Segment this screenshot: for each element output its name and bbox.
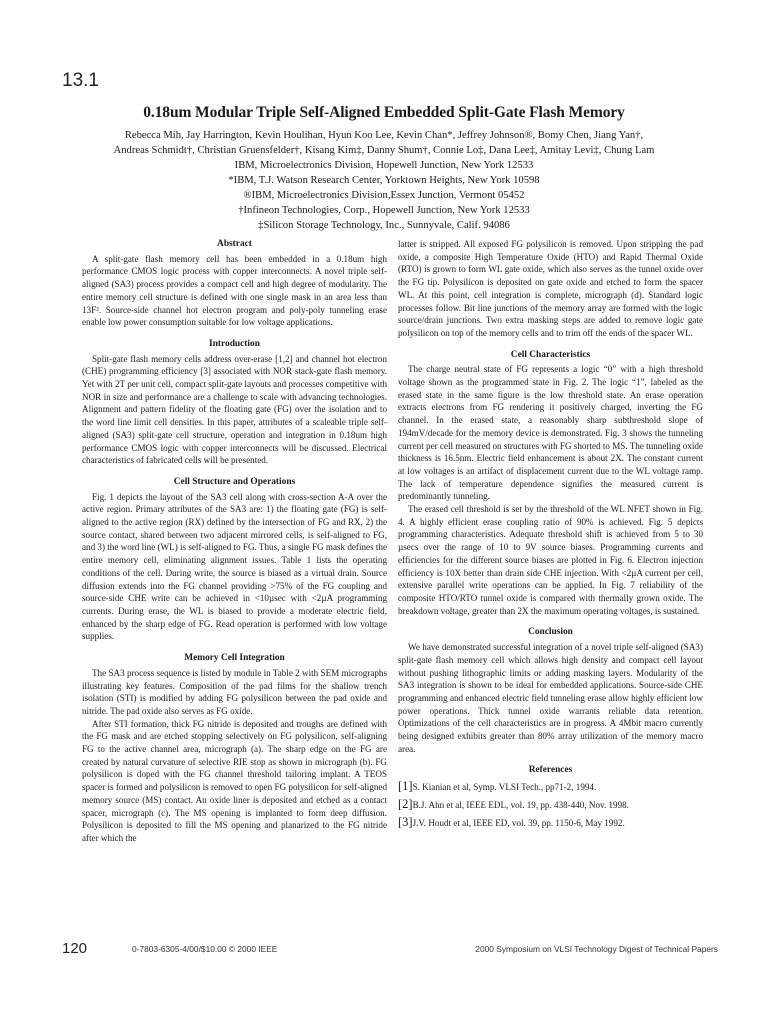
reference-text: B.J. Ahn et al, IEEE EDL, vol. 19, pp. 438-440, Nov. 1998. (412, 800, 629, 811)
reference-number: [3] (398, 815, 413, 830)
section-heading: Abstract (217, 239, 252, 249)
affiliation-line: IBM, Microelectronics Division, Hopewell Junction, New York 12533 (234, 160, 534, 171)
body-paragraph: We have demonstrated successful integration of a novel triple self-aligned (SA3) split-gate flash memory cell which allows high density and compact cell layout without pushing lithographic limits or adding masking layers. Modularity of the SA3 integration is shown to be ideal for embedded applications. Source-side CHE programming and enhanced electric field tunneling erase allow highly efficient low power operations. Thick tunnel oxide warrants reliable data retention. Optimizations of the cell characteristics are in progress. A 4Mbit macro currently being designed exhibits greater than 80% array utilization of the memory macro area. (398, 642, 703, 754)
session-number: 13.1 (62, 70, 99, 91)
reference-item (398, 815, 703, 831)
section-heading: Introduction (209, 338, 260, 349)
body-paragraph: latter is stripped. All exposed FG polysilicon is removed. Upon stripping the pad oxide, a composite High Temperature Oxide (HTO) and Rapid Thermal Oxide (RTO) is grown to form WL gate oxide, which also serves as the tunnel oxide over the FG tip. Polysilicon is deposited on gate oxide and etched to form the spacer WL. At this point, cell integration is complete, micrograph (d). Standard logic processes follow. Bit line junctions of the memory array are formed with the logic source/drain junctions. Two extra masking steps are added to remove logic gate polysilicon on top of the memory cells and to trim off the ends of the spacer WL. (398, 239, 703, 338)
conference-name: 2000 Symposium on VLSI Technology Digest of Technical Papers (475, 944, 718, 954)
reference-text: S. Kianian et al, Symp. VLSI Tech., pp71-2, 1994. (412, 782, 597, 793)
body-paragraph: After STI formation, thick FG nitride is deposited and troughs are defined with the FG mask and are etched stopping selectively on FG polysilicon, self-aligning FG to the active channel area, micrograph (a). The sharp edge on the FG are created by natural curvature of selective RIE stop as shown in micrograph (b). FG polysilicon is doped with the FG channel threshold tailoring implant. A TEOS spacer is formed and polysilicon is removed to open FG polysilicon for self-aligned memory source (MS) contact. An oxide liner is deposited and etched as a contact spacer, micrograph (c). The MS opening is implanted to form deep diffusion. Polysilicon is deposited to fill the MS opening and planarized to the FG nitride after which the (82, 718, 387, 843)
section-heading: Cell Characteristics (510, 349, 591, 360)
affiliation-line: *IBM, T.J. Watson Research Center, Yorktown Heights, New York 10598 (228, 175, 540, 186)
section-heading: Conclusion (528, 627, 573, 638)
paper-title: 0.18um Modular Triple Self-Aligned Embedded Split-Gate Flash Memory (143, 104, 625, 121)
affiliation-line: †Infineon Technologies, Corp., Hopewell Junction, New York 12533 (238, 205, 530, 216)
reference-text: J.V. Houdt et al, IEEE ED, vol. 39, pp. 1150-6, May 1992. (412, 818, 625, 829)
references-heading: References (528, 765, 573, 776)
reference-number: [1] (398, 779, 413, 794)
body-paragraph: Fig. 1 depicts the layout of the SA3 cell along with cross-section A-A over the active region. Primary attributes of the SA3 are: 1) the floating gate (FG) is self-aligned to the active region (RX) defined by the intersection of FG and RX, 2) the source contact, shared between two adjacent mirrored cells, is self-aligned to FG, and 3) the word line (WL) is self-aligned to FG. Thus, a single FG mask defines the entire memory cell, eliminating alignment issues. Table 1 lists the operating conditions of the cell. During write, the source is biased as a virtual drain. Source diffusion extends into the FG channel providing >75% of the FG coupling and source-side CHE write can be achieved in <10µsec with <2µA programming currents. During erase, the WL is biased to provide a moderate electric field, enhanced by the sharp edge of FG. Read operation is performed with low voltage supplies. (82, 491, 387, 642)
reference-item (398, 797, 703, 813)
section-heading: Cell Structure and Operations (173, 476, 296, 487)
affiliation-line: ®IBM, Microelectronics Division,Essex Junction, Vermont 05452 (243, 190, 525, 201)
author-line: Andreas Schmidt†, Christian Gruensfelder†, Kisang Kim‡, Danny Shum†, Connie Lo‡, Dana Lee‡, Amitay Levi‡, Chung Lam (113, 145, 655, 156)
paper-header (60, 104, 708, 233)
affiliation-line: ‡Silicon Storage Technology, Inc., Sunnyvale, Calif. 94086 (258, 220, 510, 231)
body-paragraph: The erased cell threshold is set by the threshold of the WL NFET shown in Fig. 4. A highly efficient erase coupling ratio of 90% is achieved. Fig. 5 depicts programming characteristics. Adequate threshold shift is achieved from 5 to 30 µsecs over the range of 10 to 9V source biases. Programming currents and efficiencies for the different source biases are plotted in Fig. 6. Electron injection efficiency is 10X better than drain side CHE injection. With <2µA current per cell, extensive parallel write operations can be applied. In Fig. 7 reliability of the composite HTO/RTO tunnel oxide is compared with thermally grown oxide. The breakdown voltage, greater than 2X the maximum operating voltages, is sustained. (398, 504, 703, 616)
body-paragraph: The charge neutral state of FG represents a logic “0” with a high threshold voltage shown as the programmed state in Fig. 2. The logic “1”, labeled as the erased state in the same figure is the low threshold state. An erase operation extracts electrons from FG rendering it positively charged, inverting the FG channel. In the erased state, a reasonably sharp subthreshold slope of 194mV/decade for the memory device is demonstrated. Fig. 3 shows the tunneling current per cell measured on structures with FG shorted to MS. The tunneling oxide thickness is 16.5nm. Electric field enhancement is about 2X. The constant current at low voltages is an artifact of displacement current due to the WL voltage ramp. The lack of temperature dependence signifies the measured current is predominantly tunneling. (398, 364, 703, 502)
reference-item (398, 779, 703, 795)
page-number: 120 (62, 940, 88, 957)
copyright-line: 0-7803-6305-4/00/$10.00 © 2000 IEEE (132, 944, 278, 954)
body-paragraph: Split-gate flash memory cells address over-erase [1,2] and channel hot electron (CHE) programming efficiency [3] associated with NOR stack-gate flash memory. Yet with 2T per unit cell, compact split-gate layouts and processes competitive with NOR in size and performance are a challenge to scale with advancing technologies. Alignment and pattern fidelity of the floating gate (FG) over the isolation and to the word line limit cell densities. In this paper, attributes of a scaleable triple self-aligned (SA3) split-gate cell structure, operation and integration in 0.18um high performance CMOS logic with copper interconnects will be discussed. Electrical characteristics of fabricated cells will be presented. (82, 353, 387, 466)
left-column (82, 238, 387, 845)
body-paragraph: A split-gate flash memory cell has been embedded in a 0.18um high performance CMOS logic process with copper interconnects. A novel triple self-aligned (SA3) process provides a compact cell and high degree of modularity. The entire memory cell structure is defined with one single mask in an area less than 13F². Source-side channel hot electron program and poly-poly tunneling erase enable low power consumption suitable for low voltage applications. (82, 253, 387, 328)
section-heading: Memory Cell Integration (184, 653, 285, 664)
author-line: Rebecca Mih, Jay Harrington, Kevin Houlihan, Hyun Koo Lee, Kevin Chan*, Jeffrey Johnson®, Bomy Chen, Jiang Yan†, (124, 130, 644, 141)
body-paragraph: The SA3 process sequence is listed by module in Table 2 with SEM micrographs illustrating key features. Composition of the pad films for the shallow trench isolation (STI) is modified by adding FG polysilicon between the pad oxide and nitride. The pad oxide also serves as FG oxide. (82, 667, 387, 716)
reference-number: [2] (398, 797, 413, 812)
right-column (398, 238, 703, 833)
